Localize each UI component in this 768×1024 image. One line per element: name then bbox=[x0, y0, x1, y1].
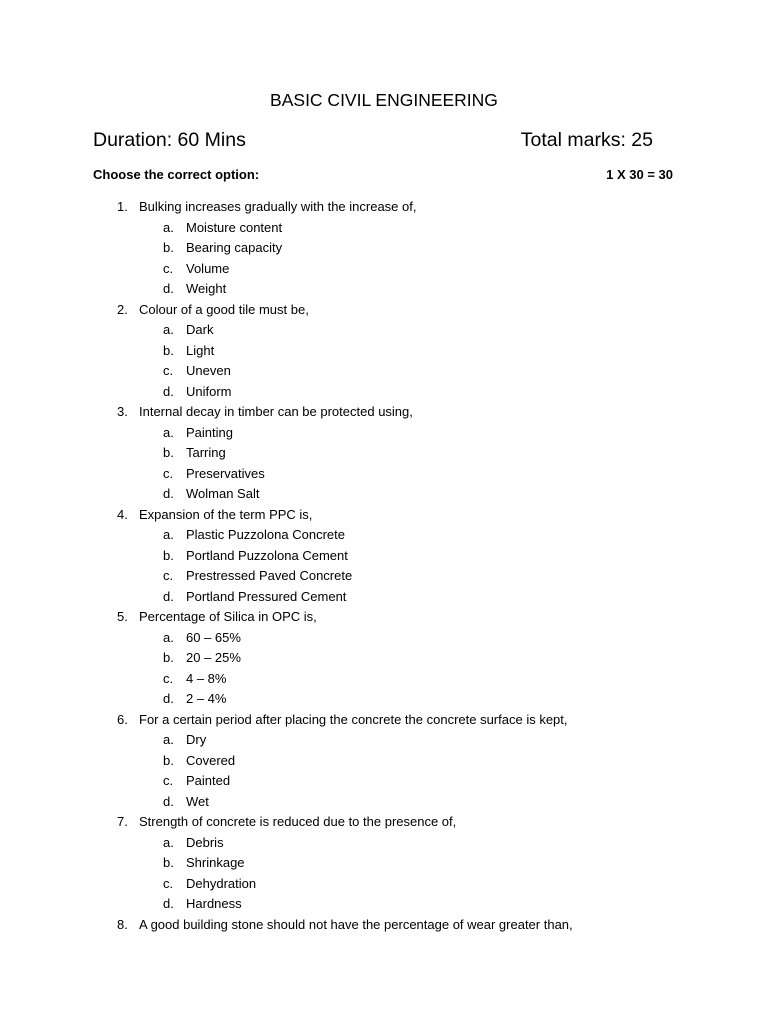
option-line bbox=[0, 587, 768, 608]
question-number: 6. bbox=[117, 711, 128, 727]
question-line bbox=[0, 505, 768, 526]
question-line bbox=[0, 710, 768, 731]
option-line bbox=[0, 423, 768, 444]
option-letter: b. bbox=[163, 752, 174, 768]
option-text: Plastic Puzzolona Concrete bbox=[186, 527, 345, 542]
question-number: 8. bbox=[117, 916, 128, 932]
option-text: Wolman Salt bbox=[186, 486, 260, 501]
option-line bbox=[0, 279, 768, 300]
option-line bbox=[0, 525, 768, 546]
marks-scheme-text: 1 X 30 = 30 bbox=[606, 167, 673, 182]
option-letter: a. bbox=[163, 629, 174, 645]
option-letter: d. bbox=[163, 691, 174, 706]
option-text: Wet bbox=[186, 793, 209, 809]
option-letter: b. bbox=[163, 445, 174, 460]
question-line bbox=[0, 300, 768, 321]
page-title: BASIC CIVIL ENGINEERING bbox=[270, 90, 498, 110]
option-letter: a. bbox=[163, 732, 174, 747]
option-text: 4 – 8% bbox=[186, 670, 227, 686]
option-text: Shrinkage bbox=[186, 855, 245, 870]
option-letter: a. bbox=[163, 219, 174, 235]
option-text: Uneven bbox=[186, 363, 231, 378]
option-text: Debris bbox=[186, 834, 224, 850]
option-letter: d. bbox=[163, 486, 174, 501]
option-text: Dehydration bbox=[186, 875, 257, 891]
option-line bbox=[0, 546, 768, 567]
option-line bbox=[0, 648, 768, 669]
option-letter: c. bbox=[163, 670, 174, 686]
question-list bbox=[0, 197, 768, 935]
question-item bbox=[0, 812, 768, 915]
option-line bbox=[0, 320, 768, 341]
option-line bbox=[0, 218, 768, 239]
option-line bbox=[0, 771, 768, 792]
exam-meta bbox=[93, 127, 653, 153]
option-letter: b. bbox=[163, 547, 174, 563]
question-item bbox=[0, 710, 768, 813]
option-line bbox=[0, 751, 768, 772]
option-letter: a. bbox=[163, 322, 174, 337]
question-text: Expansion of the term PPC is, bbox=[139, 506, 313, 522]
option-line bbox=[0, 628, 768, 649]
option-line bbox=[0, 792, 768, 813]
option-line bbox=[0, 853, 768, 874]
option-line bbox=[0, 874, 768, 895]
option-text: Portland Pressured Cement bbox=[186, 588, 347, 604]
option-line bbox=[0, 238, 768, 259]
question-line bbox=[0, 607, 768, 628]
option-text: Portland Puzzolona Cement bbox=[186, 547, 348, 563]
option-letter: d. bbox=[163, 793, 174, 809]
option-line bbox=[0, 689, 768, 710]
question-number: 1. bbox=[117, 199, 128, 214]
question-number: 3. bbox=[117, 404, 128, 419]
option-line bbox=[0, 464, 768, 485]
option-letter: c. bbox=[163, 465, 174, 481]
question-line bbox=[0, 812, 768, 833]
option-text: Uniform bbox=[186, 383, 232, 399]
option-line bbox=[0, 730, 768, 751]
option-text: Light bbox=[186, 342, 215, 358]
option-line bbox=[0, 894, 768, 915]
option-line bbox=[0, 443, 768, 464]
option-text: 20 – 25% bbox=[186, 650, 241, 665]
option-text: Dark bbox=[186, 322, 214, 337]
question-item bbox=[0, 607, 768, 710]
option-letter: c. bbox=[163, 260, 174, 276]
question-item bbox=[0, 300, 768, 403]
option-letter: d. bbox=[163, 588, 174, 604]
option-line bbox=[0, 382, 768, 403]
option-letter: c. bbox=[163, 875, 174, 891]
question-line bbox=[0, 197, 768, 218]
option-text: Hardness bbox=[186, 896, 242, 911]
option-text: Moisture content bbox=[186, 219, 283, 235]
option-letter: c. bbox=[163, 773, 174, 788]
question-item bbox=[0, 505, 768, 608]
option-line bbox=[0, 361, 768, 382]
option-text: Bearing capacity bbox=[186, 240, 283, 255]
option-text: Painting bbox=[186, 424, 233, 440]
option-text: 60 – 65% bbox=[186, 629, 241, 645]
option-text: Volume bbox=[186, 260, 230, 276]
option-line bbox=[0, 341, 768, 362]
question-text: Internal decay in timber can be protected using, bbox=[139, 404, 413, 419]
question-line bbox=[0, 915, 768, 936]
option-letter: a. bbox=[163, 527, 174, 542]
question-text: Percentage of Silica in OPC is, bbox=[139, 609, 317, 624]
question-number: 2. bbox=[117, 301, 128, 317]
option-text: Weight bbox=[186, 281, 227, 296]
question-number: 4. bbox=[117, 506, 128, 522]
option-letter: d. bbox=[163, 896, 174, 911]
question-number: 7. bbox=[117, 814, 128, 829]
option-text: Preservatives bbox=[186, 465, 265, 481]
question-text: Colour of a good tile must be, bbox=[139, 301, 309, 317]
instruction-text: Choose the correct option: bbox=[93, 167, 260, 182]
option-text: Prestressed Paved Concrete bbox=[186, 568, 353, 583]
question-text: A good building stone should not have the percentage of wear greater than, bbox=[139, 916, 573, 932]
option-text: Tarring bbox=[186, 445, 226, 460]
option-line bbox=[0, 484, 768, 505]
option-line bbox=[0, 669, 768, 690]
question-text: Strength of concrete is reduced due to the presence of, bbox=[139, 814, 457, 829]
instruction-row bbox=[93, 165, 673, 185]
duration-text: Duration: 60 Mins bbox=[93, 129, 246, 151]
option-text: Covered bbox=[186, 752, 236, 768]
option-letter: c. bbox=[163, 363, 174, 378]
question-item bbox=[0, 402, 768, 505]
question-text: Bulking increases gradually with the increase of, bbox=[139, 199, 417, 214]
question-item bbox=[0, 915, 768, 936]
option-letter: b. bbox=[163, 650, 174, 665]
option-line bbox=[0, 566, 768, 587]
option-letter: b. bbox=[163, 240, 174, 255]
option-text: Painted bbox=[186, 773, 231, 788]
option-line bbox=[0, 833, 768, 854]
option-letter: b. bbox=[163, 855, 174, 870]
option-text: 2 – 4% bbox=[186, 691, 227, 706]
question-item bbox=[0, 197, 768, 300]
question-line bbox=[0, 402, 768, 423]
option-letter: a. bbox=[163, 424, 174, 440]
question-text: For a certain period after placing the concrete the concrete surface is kept, bbox=[139, 711, 568, 727]
option-letter: d. bbox=[163, 281, 174, 296]
option-letter: c. bbox=[163, 568, 174, 583]
option-letter: b. bbox=[163, 342, 174, 358]
option-text: Dry bbox=[186, 732, 207, 747]
total-marks-text: Total marks: 25 bbox=[520, 129, 653, 151]
option-line bbox=[0, 259, 768, 280]
option-letter: d. bbox=[163, 383, 174, 399]
question-number: 5. bbox=[117, 609, 128, 624]
option-letter: a. bbox=[163, 834, 174, 850]
